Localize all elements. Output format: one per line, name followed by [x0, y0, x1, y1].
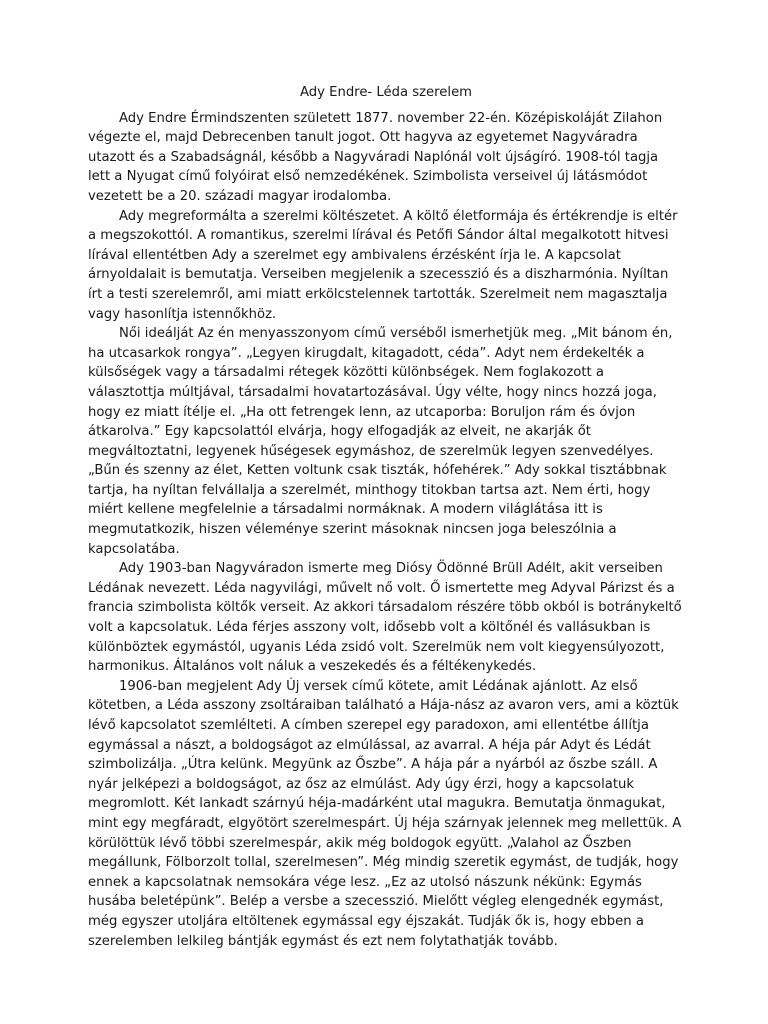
- paragraph-love-poetry: Ady megreformálta a szerelmi költészetet. A költő életformája és értékrendje is eltér a megszokottól. A romantikus, szerelmi lírával és Petőfi Sándor által megalkotott hitvesi lírával ellentétben Ady a szerelmet egy ambivalens érzésként írja le. A kapcsolat árnyoldalait is bemutatja. Verseiben megjelenik a szecesszió és a diszharmónia. Nyíltan írt a testi szerelemről, ami miatt erkölcstelennek tartották. Szerelmeit nem magasztalja vagy hasonlítja istennőkhöz.: [88, 208, 678, 322]
- document-page: [88, 83, 684, 951]
- paragraph-new-poems: 1906-ban megjelent Ady Új versek című kötete, amit Lédának ajánlott. Az első kötetben, a Léda asszony zsoltáraiban található a Hája-nász az avaron vers, ami a köztük lévő kapcsolatot szemlélteti. A címben szerepel egy paradoxon, ami ellentétbe állítja egymással a nászt, a boldogságot az elmúlással, az avarral. A héja pár Adyt és Lédát szimbolizálja. „Útra kelünk. Megyünk az Őszbe”. A hája pár a nyárból az őszbe száll. A nyár jelképezi a boldogságot, az ősz az elmúlást. Ady úgy érzi, hogy a kapcsolatuk megromlott. Két lankadt szárnyú héja-madárként utal magukra. Bemutatja önmagukat, mint egy megfáradt, elgyötört szerelmespárt. Új héja szárnyak jelennek meg mellettük. A körülöttük lévő többi szerelmespár, akik még boldogok együtt. „Valahol az Őszben megállunk, Fölborzolt tollal, szerelmesen”. Még mindig szeretik egymást, de tudják, hogy ennek a kapcsolatnak nemsokára vége lesz. „Ez az utolsó nászunk nékünk: Egymás husába beletépünk”. Belép a versbe a szecesszió. Mielőtt végleg elengednék egymást, még egyszer utoljára eltöltenek egymással egy éjszakát. Tudják ők is, hogy ebben a szerelemben lelkileg bántják egymást és ezt nem folytathatják tovább.: [88, 678, 682, 949]
- paragraph-leda: Ady 1903-ban Nagyváradon ismerte meg Diósy Ödönné Brüll Adélt, akit verseiben Lédának nevezett. Léda nagyvilági, művelt nő volt. Ő ismertette meg Adyval Párizst és a francia szimbolista költők verseit. Az akkori társadalom részére több okból is botránykeltő volt a kapcsolatuk. Léda férjes asszony volt, idősebb volt a költőnél és vallásukban is különböztek egymástól, ugyanis Léda zsidó volt. Szerelmük nem volt kiegyensúlyozott, harmonikus. Általános volt náluk a veszekedés és a féltékenykedés.: [88, 561, 682, 675]
- document-title: Ady Endre- Léda szerelem: [299, 85, 473, 100]
- paragraph-female-ideal: Női ideálját Az én menyasszonyom című verséből ismerhetjük meg. „Mit bánom én, ha utcasarkok rongya”. „Legyen kirugdalt, kitagadott, céda”. Adyt nem érdekelték a külsőségek vagy a társadalmi rétegek közötti különbségek. Nem foglakozott a választottja múltjával, társadalmi hovatartozásával. Úgy vélte, hogy nincs hozzá joga, hogy ez miatt ítélje el. „Ha ott fetrengek lenn, az utcaporba: Boruljon rám és óvjon átkarolva.” Egy kapcsolattól elvárja, hogy elfogadják az elveit, ne akarják őt megváltoztatni, legyenek hűségesek egymáshoz, de szerelmük legyen szenvedélyes. „Bűn és szenny az élet, Ketten voltunk csak tiszták, hófehérek.” Ady sokkal tisztábbnak tartja, ha nyíltan felvállalja a szerelmét, minthogy titokban tartsa azt. Nem érti, hogy miért kellene megfelelnie a társadalmi normáknak. A modern világlátása itt is megmutatkozik, hiszen véleménye szerint másoknak nincsen joga beleszólnia a kapcsolatába.: [88, 326, 673, 557]
- paragraph-biography: Ady Endre Érmindszenten született 1877. november 22-én. Középiskoláját Zilahon végezte el, majd Debrecenben tanult jogot. Ott hagyva az egyetemet Nagyváradra utazott és a Szabadságnál, később a Nagyváradi Naplónál volt újságíró. 1908-tól tagja lett a Nyugat című folyóirat első nemzedékének. Szimbolista verseivel új látásmódot vezetett be a 20. századi magyar irodalomba.: [88, 110, 663, 204]
